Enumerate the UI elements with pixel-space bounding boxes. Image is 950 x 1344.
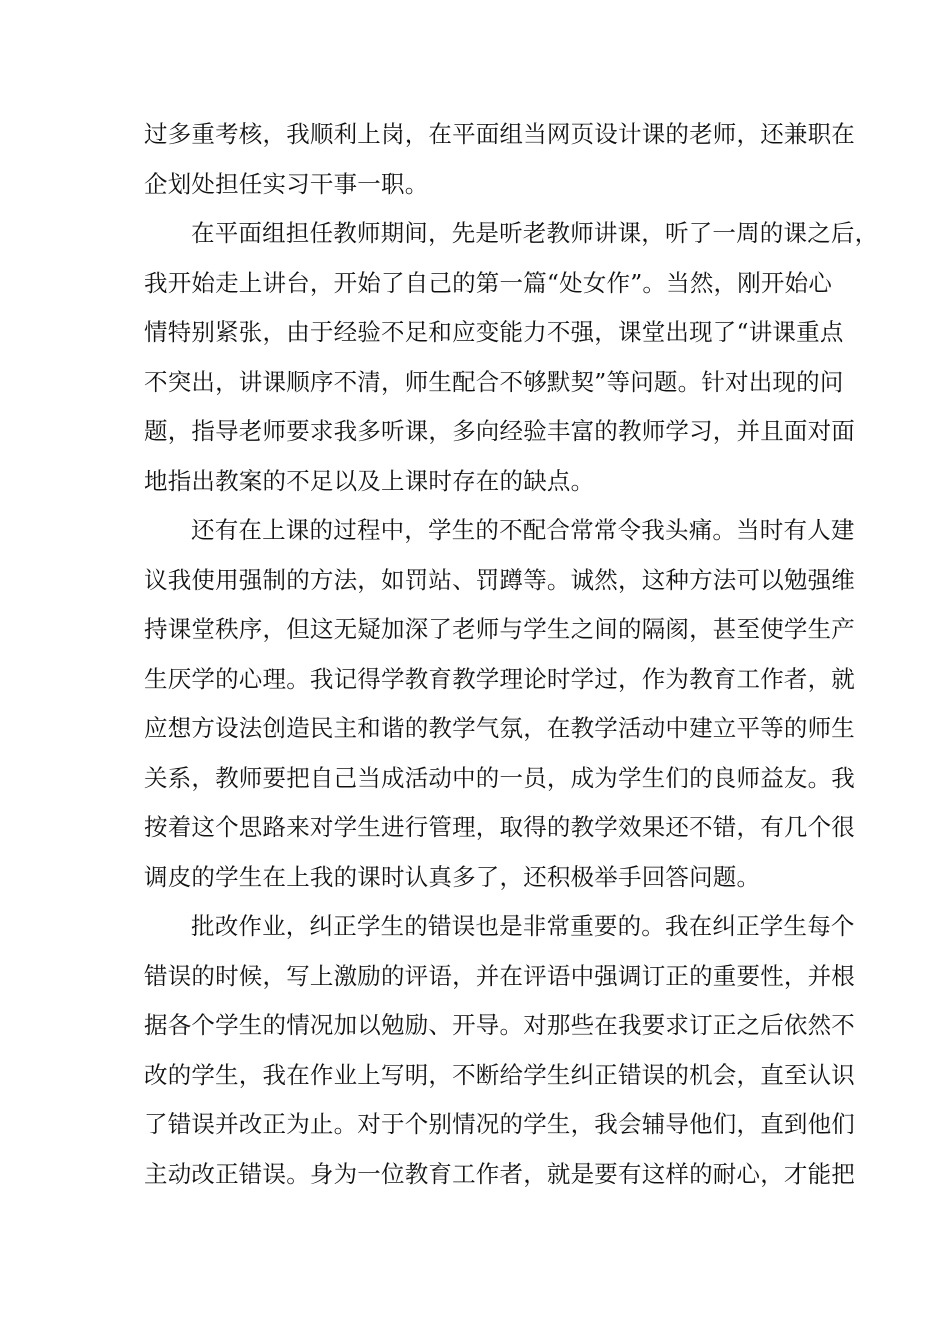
text-line: 情特别紧张，由于经验不足和应变能力不强，课堂出现了“讲课重点 [144,318,844,346]
text-line: 主动改正错误。身为一位教育工作者，就是要有这样的耐心，才能把 [144,1159,855,1188]
text-line: 题，指导老师要求我多听课，多向经验丰富的教师学习，并且面对面 [144,417,855,445]
text-line: 地指出教案的不足以及上课时存在的缺点。 [144,466,595,495]
paragraph [144,902,855,1199]
paragraph [144,506,855,902]
text-line: 据各个学生的情况加以勉励、开导。对那些在我要求订正之后依然不 [144,1011,855,1039]
text-line: 关系，教师要把自己当成活动中的一员，成为学生们的良师益友。我 [144,763,855,792]
text-line: 在平面组担任教师期间，先是听老教师讲课，听了一周的课之后， [191,219,879,247]
text-line: 不突出，讲课顺序不清，师生配合不够默契”等问题。针对出现的问 [144,367,844,396]
paragraph [144,110,855,209]
text-line: 应想方设法创造民主和谐的教学气氛，在教学活动中建立平等的师生 [144,714,855,742]
text-line: 议我使用强制的方法，如罚站、罚蹲等。诚然，这种方法可以勉强维 [144,565,855,594]
text-line: 我开始走上讲台，开始了自己的第一篇“处女作”。当然，刚开始心 [144,268,833,297]
text-line: 批改作业，纠正学生的错误也是非常重要的。我在纠正学生每个 [191,912,855,940]
text-line: 了错误并改正为止。对于个别情况的学生，我会辅导他们，直到他们 [144,1110,855,1138]
text-line: 企划处担任实习干事一职。 [144,169,429,198]
paragraph [144,209,879,506]
text-line: 按着这个思路来对学生进行管理，取得的教学效果还不错，有几个很 [144,813,855,841]
text-line: 错误的时候，写上激励的评语，并在评语中强调订正的重要性，并根 [144,961,855,990]
text-line: 持课堂秩序，但这无疑加深了老师与学生之间的隔阂，甚至使学生产 [144,615,855,643]
text-line: 还有在上课的过程中，学生的不配合常常令我头痛。当时有人建 [191,516,855,544]
text-line: 过多重考核，我顺利上岗，在平面组当网页设计课的老师，还兼职在 [144,120,855,148]
text-line: 改的学生，我在作业上写明，不断给学生纠正错误的机会，直至认识 [144,1060,855,1089]
document-page [144,110,879,1199]
text-line: 调皮的学生在上我的课时认真多了，还积极举手回答问题。 [144,862,761,891]
text-line: 生厌学的心理。我记得学教育教学理论时学过，作为教育工作者，就 [144,664,855,693]
